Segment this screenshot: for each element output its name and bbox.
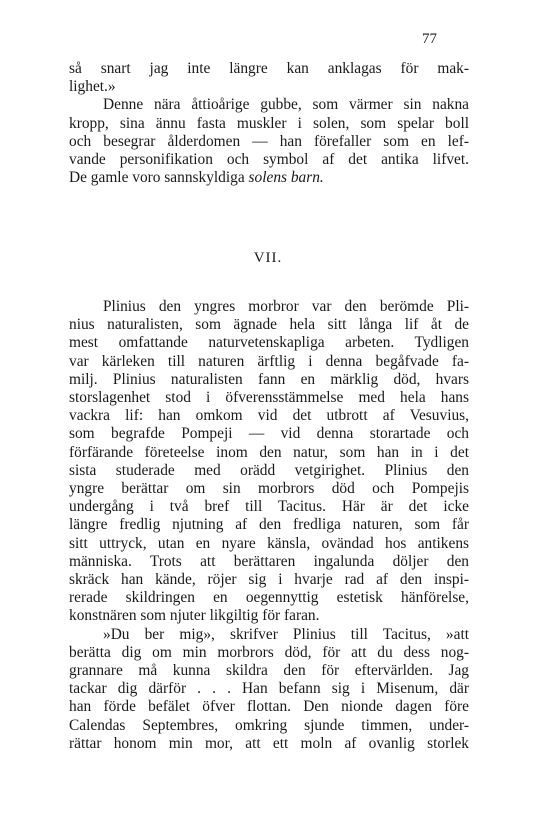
text-line: kropp, sina ännu fasta muskler i solen, som spelar boll [69,114,469,132]
text-block-main [69,298,469,753]
text-line: han förde befälet öfver flottan. Den nionde dagen före [69,698,469,716]
text-block-top [69,60,469,187]
text-line: vackra lif: han omkom vid det utbrott af Vesuvius, [69,407,469,425]
text-line: vande personifikation och symbol af det antika lifvet. [69,151,469,169]
text-line: yngre berättar om sin morbrors död och Pompejis [69,480,469,498]
text-line: De gamle voro sannskyldiga solens barn. [69,169,324,187]
text-line: och besegrar ålderdomen — han förefaller som en lef- [69,132,469,150]
text-line: storslagenhet stod i öfverensstämmelse med hela hans [69,389,469,407]
text-line: förfärande företeelse inom den natur, som han in i det [69,443,469,461]
text-line: konstnären som njuter likgiltig för faran. [69,607,320,625]
text-line: lighet.» [69,78,116,96]
page-number: 77 [422,31,437,47]
text-line: rättar honom min mor, att ett moln af ovanlig storlek [69,734,469,752]
text-line: tackar dig därför . . . Han befann sig i Misenum, där [69,680,469,698]
chapter-heading: VII. [253,250,283,266]
text-line: så snart jag inte längre kan anklagas för mak- [69,60,469,77]
text-line: mest omfattande naturvetenskapliga arbeten. Tydligen [69,334,469,352]
text-line: sista studerade med orädd vetgirighet. Plinius den [69,461,469,479]
text-line: var kärleken till naturen ärftlig i denna begåfvade fa- [69,352,469,370]
text-line: berätta dig om min morbrors död, för att du dess nog- [69,643,469,661]
text-line: Denne nära åttioårige gubbe, som värmer sin nakna [103,96,469,114]
text-line: grannare må kunna skildra den för eftervärlden. Jag [69,662,469,680]
emphasis-text: solens barn. [248,169,324,187]
text-line: sitt uttryck, utan en nyare känsla, ovändad hos antikens [69,534,469,552]
text-line: nius naturalisten, som ägnade hela sitt långa lif åt de [69,316,469,334]
text-line: längre fredlig njutning af den fredliga naturen, som får [69,516,469,534]
text-line: Plinius den yngres morbror var den berömde Pli- [103,298,469,315]
text-line: människa. Trots att berättaren ingalunda döljer den [69,552,469,570]
text-line: »Du ber mig», skrifver Plinius till Tacitus, »att [103,625,469,643]
text-line: skräck han kände, röjer sig i hvarje rad af den inspi- [69,571,469,589]
text-line: rerade skildringen en oegennyttig estetisk hänförelse, [69,589,469,607]
text-line: som begrafde Pompeji — vid denna storartade och [69,425,469,443]
text-line: milj. Plinius naturalisten fann en märklig död, hvars [69,370,469,388]
text-line: Calendas Septembres, omkring sjunde timmen, under- [69,716,469,734]
text-line: undergång i två bref till Tacitus. Här är det icke [69,498,469,516]
